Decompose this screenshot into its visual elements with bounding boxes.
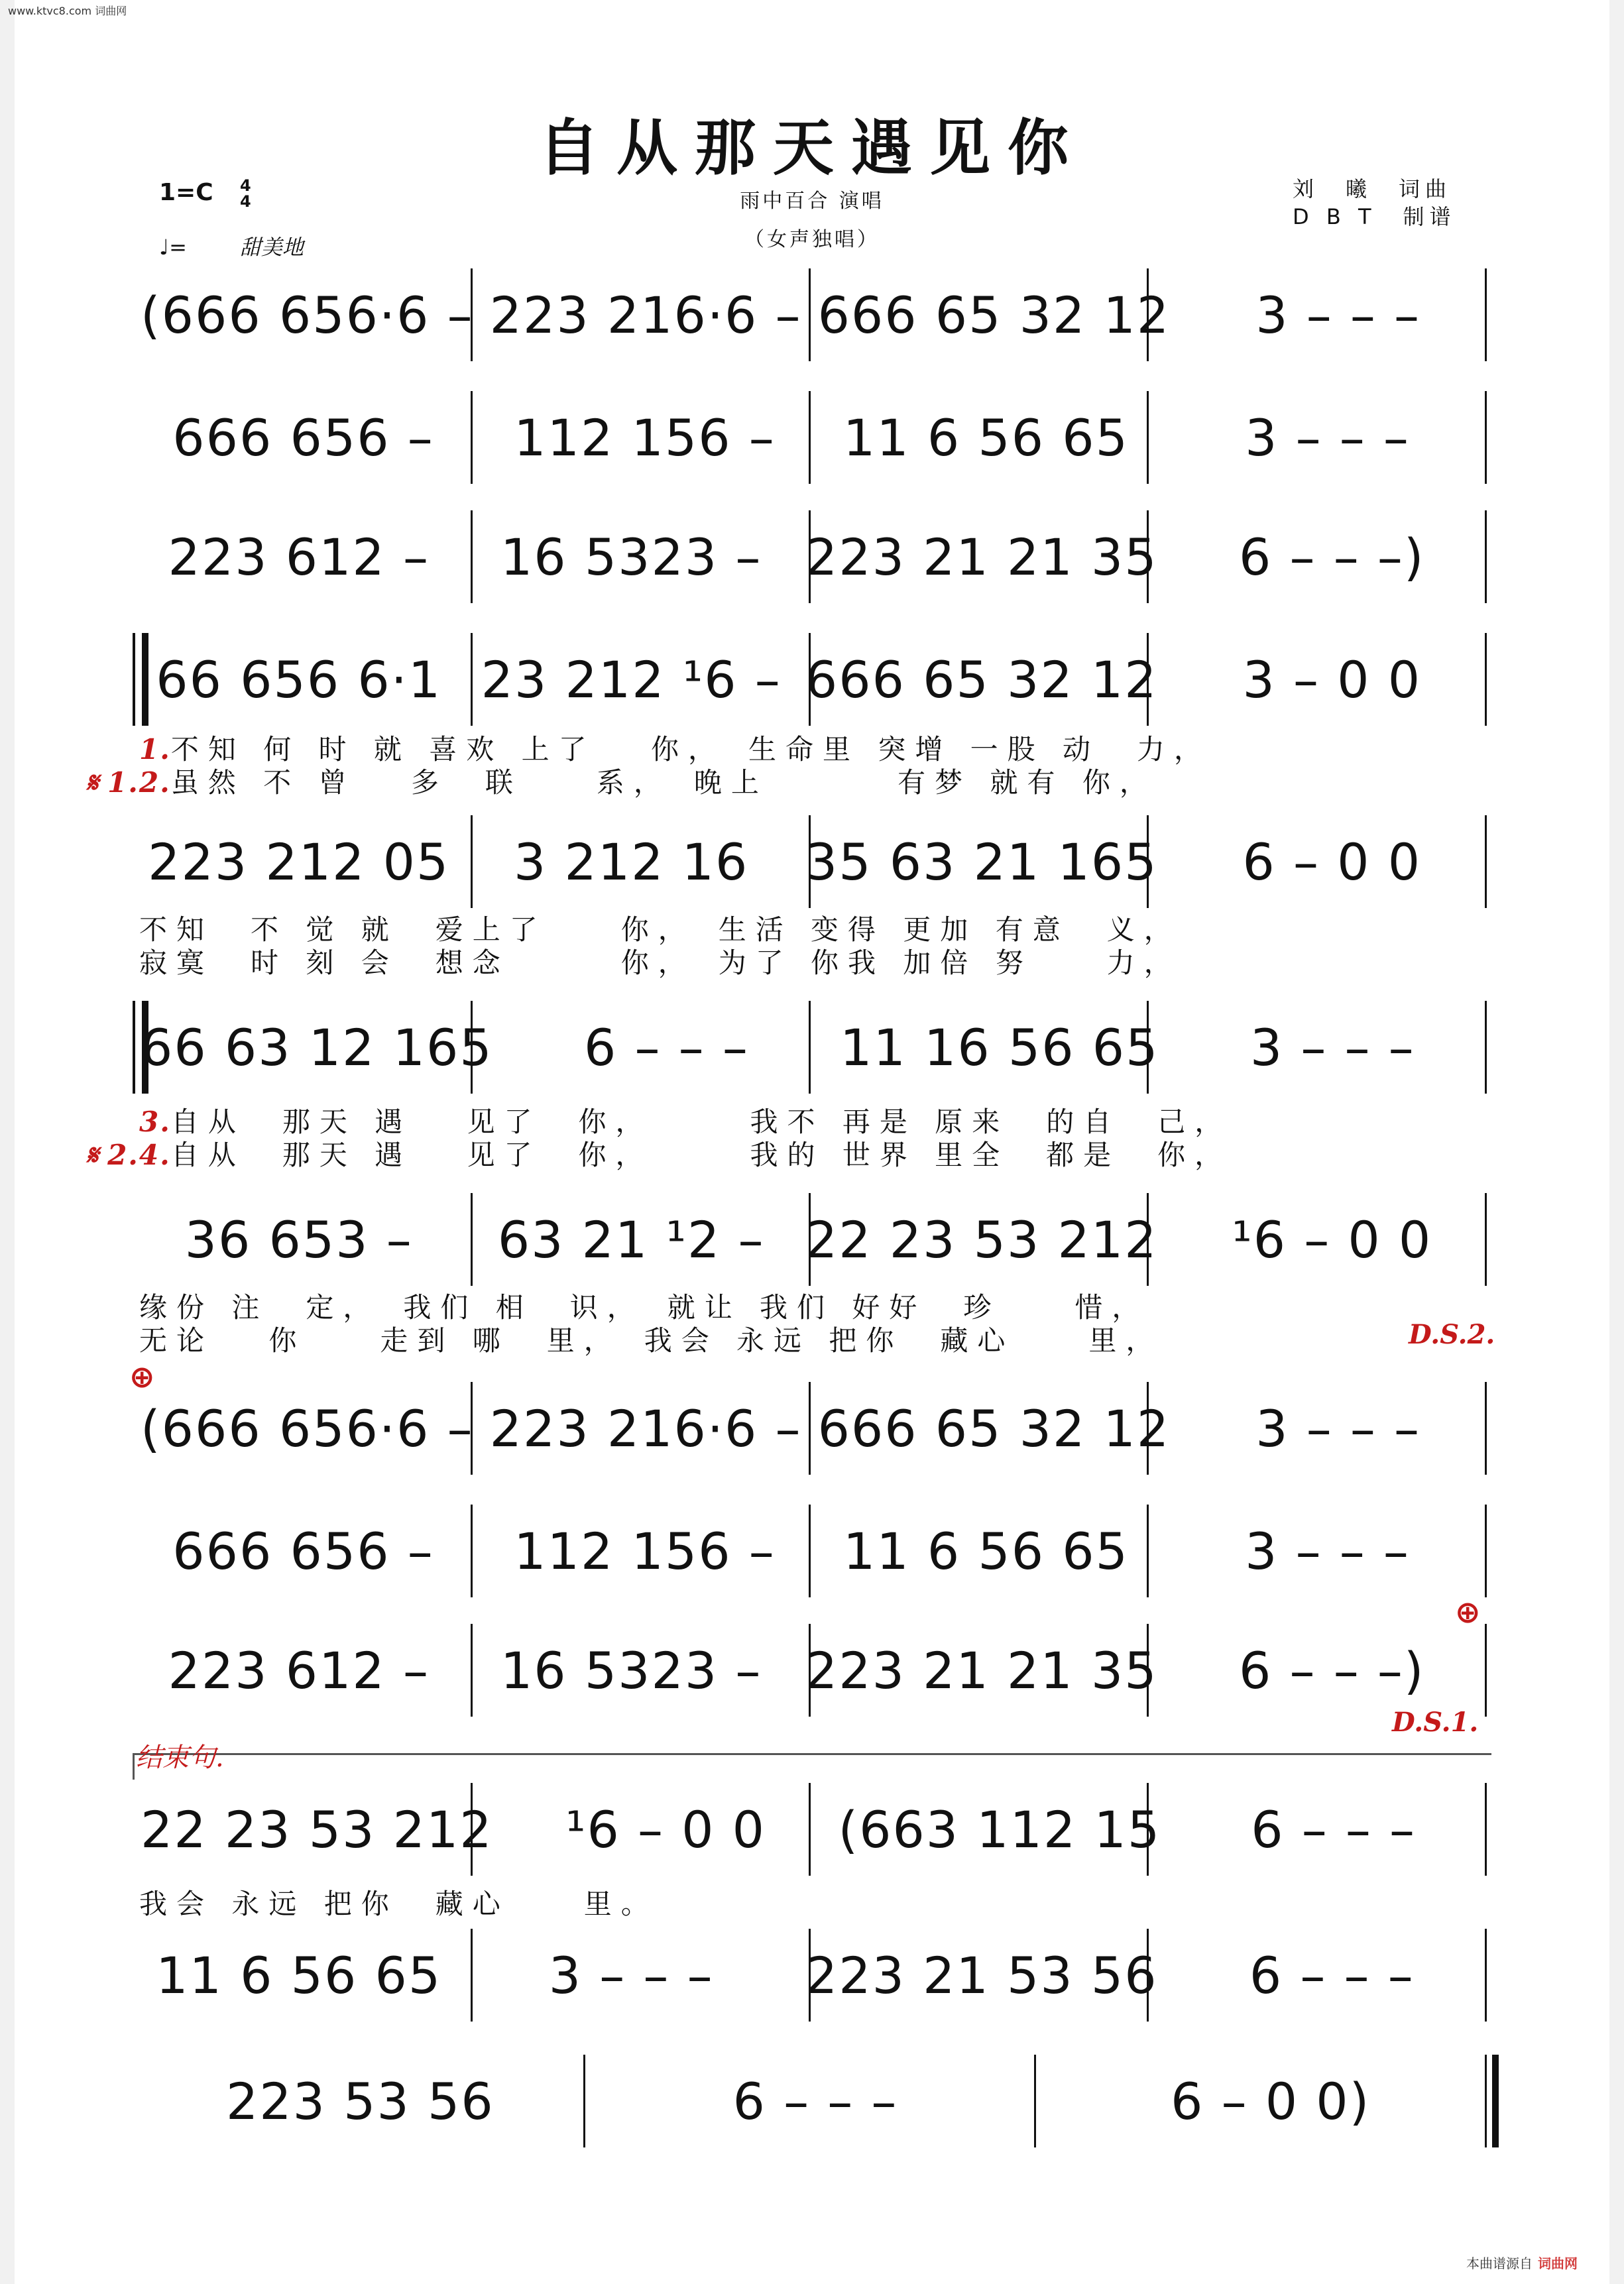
barline: [1147, 1001, 1149, 1094]
measure: 23 212 ¹6 –: [481, 650, 782, 709]
measure: 666 656 –: [172, 1522, 434, 1581]
lyric-line-verse-3: 不知 不 觉 就 爱上了 你， 生活 变得 更加 有意 义，: [139, 913, 1181, 946]
song-title: 自从那天遇见你: [538, 112, 1086, 184]
barline: [809, 1001, 811, 1094]
coda-icon: ⊕: [1455, 1594, 1481, 1630]
lyric-number: 2.4.: [107, 1139, 171, 1171]
measure: 66 656 6·1: [156, 650, 442, 709]
measure-group: [133, 1641, 1498, 1700]
barline: [809, 633, 811, 726]
ending-bracket-line: [133, 1753, 1491, 1755]
barline: [1485, 1783, 1487, 1876]
staff-row-inter1: [126, 1382, 1505, 1475]
lyric-text: 不知 何 时 就 喜欢 上了 你， 生命里 突增 一股 动 力，: [170, 733, 1212, 766]
coda-icon: ⊕: [129, 1359, 155, 1395]
performer: 雨中百合 演唱: [740, 190, 884, 213]
measure: (666 656·6 –: [141, 286, 474, 345]
barline: [471, 1001, 473, 1094]
measure: ¹6 – 0 0: [565, 1800, 766, 1859]
barline: [1485, 1505, 1487, 1597]
site-watermark-top: www.ktvc8.com 词曲网: [8, 5, 127, 17]
lyric-number: 3.: [139, 1106, 171, 1138]
key-signature: 1=C: [159, 179, 213, 206]
measure: 666 65 32 12: [805, 650, 1158, 709]
barline: [809, 1505, 811, 1597]
barline: [1485, 1001, 1487, 1094]
tempo-expression: 甜美地: [239, 235, 304, 260]
barline: [1147, 268, 1149, 361]
barline: [809, 1624, 811, 1717]
ending-label: 结束句.: [136, 1742, 224, 1773]
barline: [1034, 2055, 1036, 2147]
staff-row-ending3: [126, 2055, 1505, 2147]
barline: [1485, 391, 1487, 484]
measure: 3 – – –: [1255, 286, 1421, 345]
barline: [1147, 1783, 1149, 1876]
measure: 6 – – –: [732, 2072, 898, 2131]
barline: [1485, 268, 1487, 361]
staff-row-intro2: [126, 391, 1505, 484]
segno-icon: 𝄋: [86, 766, 108, 799]
barline: [1485, 815, 1487, 908]
lyric-line-verse-4: 寂寞 时 刻 会 想念 你， 为了 你我 加倍 努 力，: [139, 946, 1181, 979]
measure: 666 65 32 12: [817, 1399, 1171, 1458]
staff-row-intro1: [126, 268, 1505, 361]
barline: [809, 815, 811, 908]
barline: [1485, 2055, 1487, 2147]
measure-group: [133, 650, 1498, 709]
barline: [809, 510, 811, 603]
right-margin-strip: [1609, 0, 1624, 2284]
barline: [1485, 1624, 1487, 1717]
measure: 223 53 56: [225, 2072, 494, 2131]
staff-row-intro3: [126, 510, 1505, 603]
measure: 22 23 53 212: [141, 1800, 493, 1859]
measure-group: [133, 286, 1498, 345]
ending-bracket-tick: [133, 1753, 135, 1780]
staff-row-verse1: [126, 633, 1505, 726]
lyric-line-chorus-3: 缘份 注 定， 我们 相 识， 就让 我们 好好 珍 惜，: [139, 1291, 1149, 1324]
barline: [471, 1193, 473, 1286]
measure: 6 – – –: [584, 1018, 749, 1077]
left-margin-strip: [0, 0, 15, 2284]
measure-group: [133, 1399, 1498, 1458]
lyrics-music-credit: 刘 曦 词曲: [1293, 176, 1452, 201]
measure: 666 656 –: [172, 408, 434, 467]
measure: 6 – 0 0: [1242, 832, 1422, 891]
staff-row-chorus1: [126, 1001, 1505, 1094]
barline: [471, 1783, 473, 1876]
measure: 11 16 56 65: [840, 1018, 1159, 1077]
barline: [1147, 815, 1149, 908]
barline: [1147, 1382, 1149, 1475]
measure: (666 656·6 –: [141, 1399, 474, 1458]
transcriber-credit: D B T 制谱: [1293, 204, 1456, 229]
measure: 112 156 –: [514, 408, 776, 467]
barline: [1147, 1505, 1149, 1597]
barline: [1485, 1193, 1487, 1286]
barline: [471, 1505, 473, 1597]
measure: 223 21 21 35: [805, 1641, 1158, 1700]
barline: [809, 1783, 811, 1876]
barline: [583, 2055, 585, 2147]
barline: [1147, 510, 1149, 603]
measure-group: [133, 832, 1498, 891]
measure-group: [133, 1800, 1498, 1859]
barline: [133, 633, 135, 726]
measure-group: [133, 1522, 1498, 1581]
lyric-text: 自从 那天 遇 见了 你， 我不 再是 原来 的自 己，: [170, 1106, 1232, 1138]
measure: 6 – 0 0): [1171, 2072, 1371, 2131]
barline: [1147, 1624, 1149, 1717]
measure: 6 – – –: [1249, 1946, 1415, 2005]
lyric-text: 虽然 不 曾 多 联 系， 晚上 有梦 就有 你，: [170, 766, 1157, 799]
measure: 16 5323 –: [500, 528, 762, 587]
credits: [1293, 175, 1456, 231]
barline: [1485, 1382, 1487, 1475]
footer-text: 本曲谱源自: [1466, 2255, 1533, 2271]
footer-brand: 词曲网: [1538, 2255, 1578, 2271]
measure-group: [133, 2072, 1498, 2131]
measure: (663 112 15: [838, 1800, 1161, 1859]
barline: [1485, 510, 1487, 603]
measure: 11 6 56 65: [843, 408, 1129, 467]
time-sig-top: 4: [240, 176, 251, 195]
measure: 36 653 –: [184, 1210, 413, 1269]
staff-row-ending1: [126, 1783, 1505, 1876]
lyric-line-verse-2: [86, 761, 1346, 801]
measure: 112 156 –: [514, 1522, 776, 1581]
barline: [809, 1929, 811, 2022]
measure: 16 5323 –: [500, 1641, 762, 1700]
measure: 223 21 53 56: [805, 1946, 1158, 2005]
measure: 223 216·6 –: [489, 1399, 802, 1458]
staff-row-ending2: [126, 1929, 1505, 2022]
barline: [133, 1001, 135, 1094]
measure: 35 63 21 165: [805, 832, 1158, 891]
barline: [1147, 1929, 1149, 2022]
measure: 6 – – –): [1239, 1641, 1425, 1700]
measure: 11 6 56 65: [843, 1522, 1129, 1581]
barline: [809, 1193, 811, 1286]
measure: 3 – – –: [548, 1946, 714, 2005]
measure: 223 21 21 35: [805, 528, 1158, 587]
measure: 3 – – –: [1245, 1522, 1410, 1581]
measure: 223 212 05: [148, 832, 450, 891]
barline: [1485, 1929, 1487, 2022]
barline: [471, 1382, 473, 1475]
barline: [1485, 633, 1487, 726]
barline: [471, 268, 473, 361]
measure: 63 21 ¹2 –: [497, 1210, 765, 1269]
staff-row-chorus2: [126, 1193, 1505, 1286]
time-sig-bottom: 4: [240, 192, 251, 211]
measure-group: [133, 1946, 1498, 2005]
measure: 3 212 16: [513, 832, 749, 891]
measure: 223 612 –: [168, 528, 430, 587]
barline: [471, 391, 473, 484]
site-footer: [1466, 2253, 1578, 2272]
measure: 11 6 56 65: [156, 1946, 442, 2005]
solo-note: （女声独唱）: [744, 228, 880, 251]
barline: [809, 391, 811, 484]
barline: [809, 268, 811, 361]
measure: 666 65 32 12: [817, 286, 1171, 345]
barline: [1147, 1193, 1149, 1286]
barline: [471, 510, 473, 603]
barline: [1147, 633, 1149, 726]
measure-group: [133, 1210, 1498, 1269]
measure: 22 23 53 212: [805, 1210, 1158, 1269]
lyric-number: 1.: [139, 733, 171, 766]
lyric-line-ending: 我会 永远 把你 藏心 里。: [139, 1888, 658, 1920]
barline: [809, 1382, 811, 1475]
measure: ¹6 – 0 0: [1232, 1210, 1432, 1269]
lyric-text: 自从 那天 遇 见了 你， 我的 世界 里全 都是 你，: [170, 1139, 1232, 1171]
measure: 6 – – –): [1239, 528, 1425, 587]
measure: 3 – – –: [1249, 1018, 1415, 1077]
staff-row-inter3: [126, 1624, 1505, 1717]
barline: [471, 1624, 473, 1717]
measure: 3 – – –: [1255, 1399, 1421, 1458]
tempo-mark: ♩=: [159, 235, 187, 260]
barline: [471, 633, 473, 726]
measure: 223 612 –: [168, 1641, 430, 1700]
lyric-line-chorus-2: [86, 1133, 1346, 1173]
staff-row-inter2: [126, 1505, 1505, 1597]
ds2-marker: D.S.2.: [1409, 1319, 1495, 1350]
barline: [1147, 391, 1149, 484]
measure: 3 – – –: [1245, 408, 1410, 467]
measure-group: [133, 1018, 1498, 1077]
measure: 6 – – –: [1251, 1800, 1417, 1859]
segno-icon: 𝄋: [86, 1139, 108, 1171]
lyric-number: 1.2.: [107, 766, 171, 799]
measure: 66 63 12 165: [141, 1018, 493, 1077]
measure: 223 216·6 –: [489, 286, 802, 345]
staff-row-verse2: [126, 815, 1505, 908]
barline: [471, 1929, 473, 2022]
measure-group: [133, 408, 1498, 467]
measure-group: [133, 528, 1498, 587]
ds1-marker: D.S.1.: [1392, 1707, 1479, 1738]
barline: [471, 815, 473, 908]
lyric-line-chorus-4: 无论 你 走到 哪 里， 我会 永远 把你 藏心 里，: [139, 1324, 1163, 1357]
measure: 3 – 0 0: [1242, 650, 1422, 709]
